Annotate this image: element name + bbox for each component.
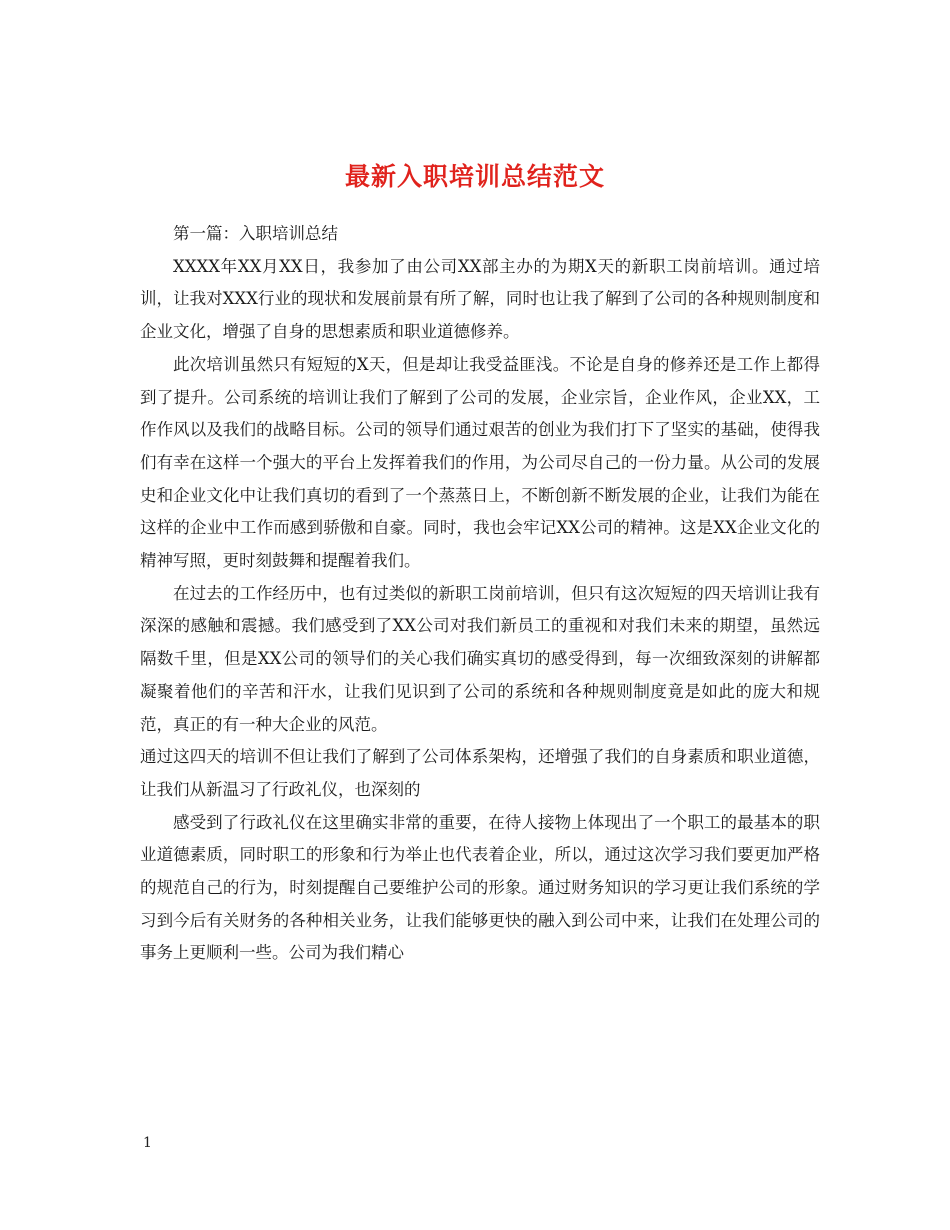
- section-heading: 第一篇：入职培训总结: [173, 224, 338, 243]
- document-title: 最新入职培训总结范文: [344, 161, 605, 191]
- paragraph: 在过去的工作经历中，也有过类似的新职工岗前培训，但只有这次短短的四天培训让我有深深的感触和震撼。我们感受到了XX公司对我们新员工的重视和对我们未来的期望，虽然远隔数千里，但是XX公司的领导们的关心我们确实真切的感受得到，每一次细致深刻的讲解都凝聚着他们的辛苦和汗水，让我们见识到了公司的系统和各种规则制度竟是如此的庞大和规范，真正的有一种大企业的风范。: [140, 583, 820, 734]
- paragraph: 通过这四天的培训不但让我们了解到了公司体系架构，还增强了我们的自身素质和职业道德，让我们从新温习了行政礼仪，也深刻的: [140, 747, 820, 799]
- page-number: 1: [143, 1135, 152, 1151]
- paragraph: XXXX年XX月XX日，我参加了由公司XX部主办的为期X天的新职工岗前培训。通过培训，让我对XXX行业的现状和发展前景有所了解，同时也让我了解到了公司的各种规则制度和企业文化，增强了自身的思想素质和职业道德修养。: [140, 256, 820, 342]
- document-body: [140, 218, 820, 970]
- paragraph: 此次培训虽然只有短短的X天，但是却让我受益匪浅。不论是自身的修养还是工作上都得到了提升。公司系统的培训让我们了解到了公司的发展，企业宗旨，企业作风，企业XX，工作作风以及我们的战略目标。公司的领导们通过艰苦的创业为我们打下了坚实的基础，使得我们有幸在这样一个强大的平台上发挥着我们的作用，为公司尽自己的一份力量。从公司的发展史和企业文化中让我们真切的看到了一个蒸蒸日上，不断创新不断发展的企业，让我们为能在这样的企业中工作而感到骄傲和自豪。同时，我也会牢记XX公司的精神。这是XX企业文化的精神写照，更时刻鼓舞和提醒着我们。: [140, 354, 820, 571]
- paragraph: 感受到了行政礼仪在这里确实非常的重要，在待人接物上体现出了一个职工的最基本的职业道德素质，同时职工的形象和行为举止也代表着企业，所以，通过这次学习我们要更加严格的规范自己的行为，时刻提醒自己要维护公司的形象。通过财务知识的学习更让我们系统的学习到今后有关财务的各种相关业务，让我们能够更快的融入到公司中来，让我们在处理公司的事务上更顺利一些。公司为我们精心: [140, 812, 820, 963]
